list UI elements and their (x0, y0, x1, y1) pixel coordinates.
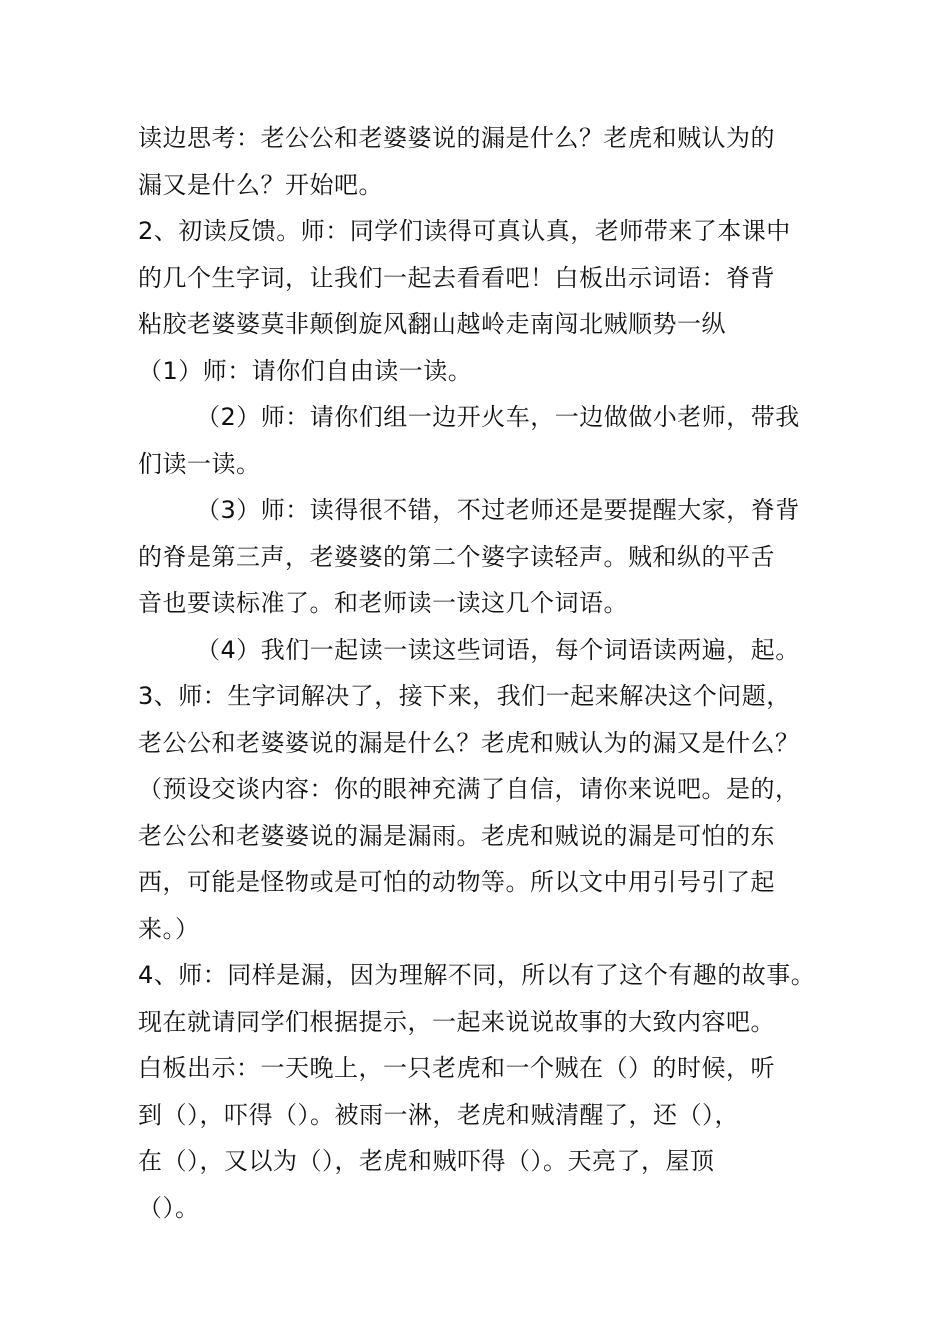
text-line: 白板出示：一天晚上，一只老虎和一个贼在（）的时候，听 (138, 1054, 775, 1082)
text-line: 现在就请同学们根据提示，一起来说说故事的大致内容吧。 (138, 1007, 775, 1036)
text-line: 老公公和老婆婆说的漏是漏雨。老虎和贼说的漏是可怕的东 (138, 821, 775, 850)
text-line: 3、师：生字词解决了，接下来，我们一起来解决这个问题， (138, 682, 791, 710)
text-line-indented: （3）师：读得很不错，不过老师还是要提醒大家，脊背 (196, 496, 800, 524)
text-line: （）。 (138, 1193, 200, 1222)
text-line-indented: （4）我们一起读一读这些词语，每个词语读两遍，起。 (196, 635, 800, 664)
text-line: 4、师：同样是漏，因为理解不同，所以有了这个有趣的故事。 (138, 961, 816, 989)
text-line: 漏又是什么？开始吧。 (138, 170, 383, 199)
text-line: 读边思考：老公公和老婆婆说的漏是什么？老虎和贼认为的 (138, 124, 775, 152)
text-line: 来。） (138, 914, 200, 943)
text-line: 音也要读标准了。和老师读一读这几个词语。 (138, 589, 628, 617)
text-line: 们读一读。 (138, 449, 261, 478)
text-line: （1）师：请你们自由读一读。 (138, 356, 473, 385)
text-line: 粘胶老婆婆莫非颠倒旋风翻山越岭走南闯北贼顺势一纵 (138, 310, 726, 338)
document-body (138, 115, 838, 1231)
text-line-indented: （2）师：请你们组一边开火车，一边做做小老师，带我 (196, 403, 800, 431)
text-line: 的几个生字词，让我们一起去看看吧！白板出示词语：脊背 (138, 263, 775, 292)
text-line: （预设交谈内容：你的眼神充满了自信，请你来说吧。是的， (138, 775, 800, 803)
text-line: 到（），吓得（）。被雨一淋，老虎和贼清醒了，还（）， (138, 1100, 739, 1129)
text-line: 的脊是第三声，老婆婆的第二个婆字读轻声。贼和纵的平舌 (138, 542, 775, 571)
text-line: 在（），又以为（），老虎和贼吓得（）。天亮了，屋顶 (138, 1147, 715, 1175)
text-line: 老公公和老婆婆说的漏是什么？老虎和贼认为的漏又是什么？ (138, 728, 800, 757)
text-line: 2、初读反馈。师：同学们读得可真认真，老师带来了本课中 (138, 217, 791, 245)
text-line: 西，可能是怪物或是可怕的动物等。所以文中用引号引了起 (138, 868, 775, 896)
